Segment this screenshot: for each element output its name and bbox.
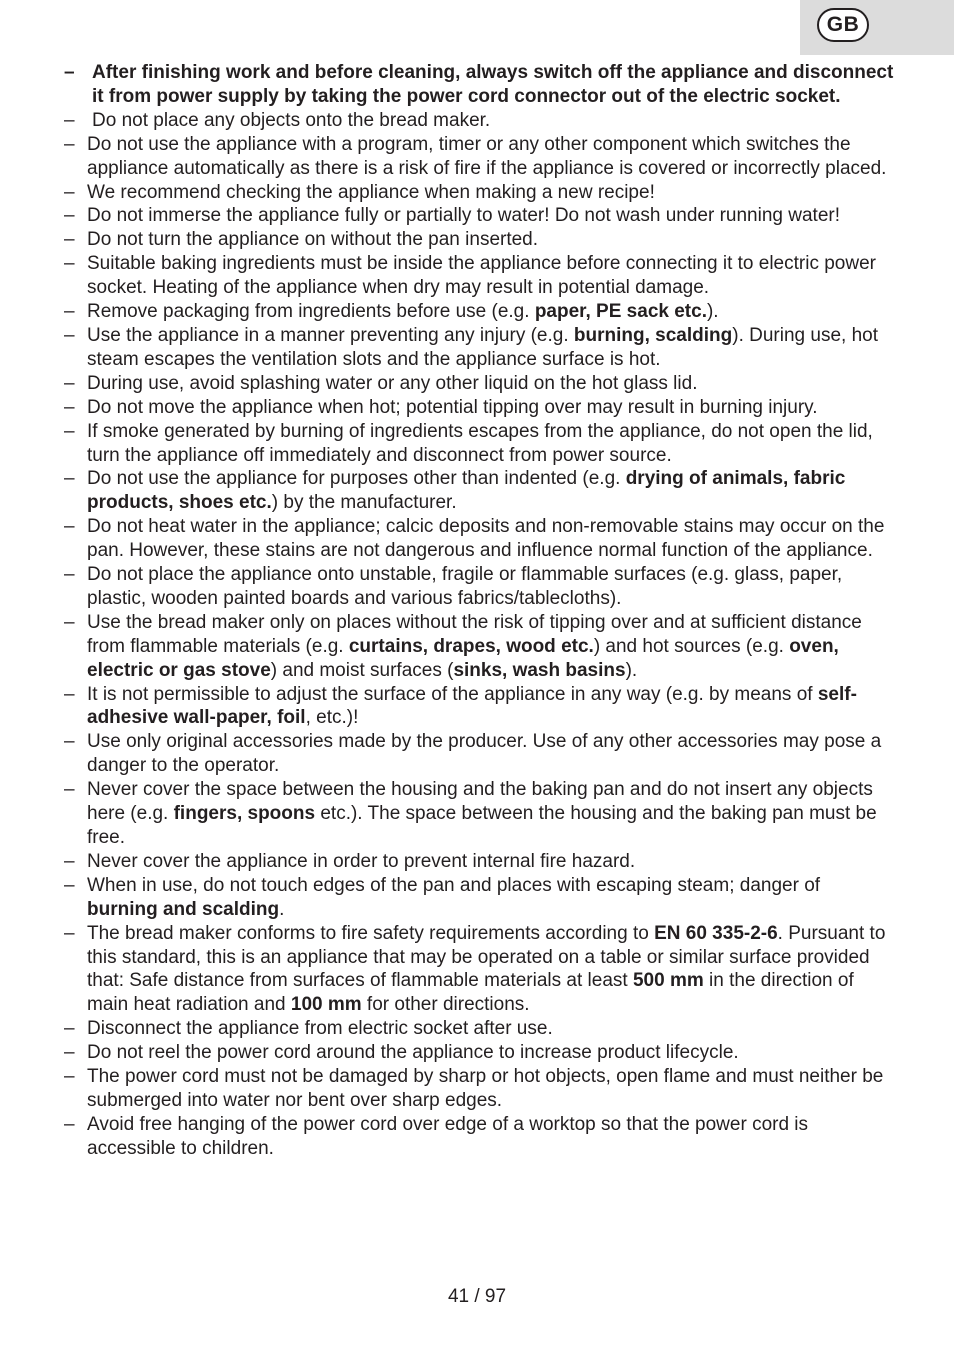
emphasis-text: 100 mm bbox=[290, 994, 362, 1016]
item-text: Do not reel the power cord around the appliance to increase product lifecycle. bbox=[87, 1042, 739, 1064]
list-item bbox=[64, 181, 894, 205]
item-text: Never cover the space between the housing and the baking pan and do not insert any objects here (e.g. bbox=[87, 779, 873, 825]
list-item bbox=[64, 1017, 894, 1041]
list-item bbox=[64, 324, 894, 372]
emphasis-text: paper, PE sack etc. bbox=[534, 301, 707, 323]
list-item bbox=[64, 874, 894, 922]
list-item bbox=[64, 204, 894, 228]
item-text: . bbox=[279, 898, 285, 920]
emphasis-text: oven, electric or gas stove bbox=[87, 635, 839, 681]
list-item bbox=[64, 683, 894, 731]
emphasis-text: EN 60 335-2-6 bbox=[654, 922, 778, 944]
item-text: ). During use, hot steam escapes the ventilation slots and the appliance surface is hot. bbox=[87, 324, 878, 370]
item-text: The bread maker conforms to fire safety requirements according to bbox=[87, 922, 655, 944]
item-text: , etc.)! bbox=[305, 707, 359, 729]
list-item bbox=[64, 109, 894, 133]
item-text: Do not heat water in the appliance; calcic deposits and non-removable stains may occur on the pan. However, these stains are not dangerous and influence normal function of the appliance. bbox=[87, 516, 885, 562]
item-text: for other directions. bbox=[361, 994, 530, 1016]
item-text: Do not place any objects onto the bread maker. bbox=[92, 109, 491, 131]
item-text: Do not use the appliance with a program, timer or any other component which switches the appliance automatically as there is a risk of fire if the appliance is covered or incorrectly placed. bbox=[87, 133, 887, 179]
emphasis-text: sinks, wash basins bbox=[453, 659, 626, 681]
language-tab bbox=[800, 0, 954, 55]
item-text: If smoke generated by burning of ingredients escapes from the appliance, do not open the lid, turn the appliance off immediately and disconnect from power source. bbox=[87, 420, 873, 466]
list-item bbox=[64, 372, 894, 396]
list-item bbox=[64, 1065, 894, 1113]
page-number: 41 / 97 bbox=[447, 1286, 507, 1307]
item-text: We recommend checking the appliance when making a new recipe! bbox=[87, 181, 655, 203]
emphasis-text: burning, scalding bbox=[573, 324, 733, 346]
emphasis-text: self-adhesive wall-paper, foil bbox=[87, 683, 857, 729]
safety-instructions bbox=[64, 61, 894, 1161]
emphasis-text: curtains, drapes, wood etc. bbox=[348, 635, 594, 657]
emphasis-text: drying of animals, fabric products, shoes etc. bbox=[87, 468, 846, 514]
item-text: . Pursuant to this standard, this is an appliance that may be operated on a table or similar surface provided that: Safe distance from surfaces of flammable materials at least bbox=[87, 922, 886, 992]
list-item bbox=[64, 922, 894, 1018]
list-item bbox=[64, 515, 894, 563]
emphasis-text: After finishing work and before cleaning, always switch off the appliance and disconnect it from power supply by taking the power cord connector out of the electric socket. bbox=[92, 62, 894, 107]
item-text: When in use, do not touch edges of the pan and places with escaping steam; danger of bbox=[87, 874, 821, 896]
list-item bbox=[64, 611, 894, 683]
list-item bbox=[64, 133, 894, 181]
item-text: Do not use the appliance for purposes other than indented (e.g. bbox=[87, 468, 626, 490]
item-text: ) by the manufacturer. bbox=[271, 492, 457, 514]
list-item bbox=[64, 420, 894, 468]
list-item bbox=[64, 1113, 894, 1161]
item-text: Remove packaging from ingredients before use (e.g. bbox=[87, 301, 535, 323]
list-item bbox=[64, 300, 894, 324]
language-badge: GB bbox=[817, 8, 869, 42]
item-text: Do not turn the appliance on without the pan inserted. bbox=[87, 229, 539, 251]
item-text: ). bbox=[706, 301, 719, 323]
list-item bbox=[64, 563, 894, 611]
item-text: ). bbox=[625, 659, 638, 681]
list-item bbox=[64, 61, 894, 109]
item-text: ) and hot sources (e.g. bbox=[593, 635, 790, 657]
list-item bbox=[64, 228, 894, 252]
safety-instructions-list bbox=[64, 61, 894, 1161]
item-text: Do not move the appliance when hot; potential tipping over may result in burning injury. bbox=[87, 396, 818, 418]
item-text: It is not permissible to adjust the surface of the appliance in any way (e.g. by means of bbox=[87, 683, 818, 705]
item-text: Use only original accessories made by the producer. Use of any other accessories may pose a danger to the operator. bbox=[87, 731, 882, 777]
item-text: Use the appliance in a manner preventing any injury (e.g. bbox=[87, 324, 574, 346]
item-text: Do not place the appliance onto unstable, fragile or flammable surfaces (e.g. glass, paper, plastic, wooden painted boards and various fabrics/tablecloths). bbox=[87, 564, 843, 609]
list-item bbox=[64, 730, 894, 778]
list-item bbox=[64, 396, 894, 420]
item-text: ) and moist surfaces ( bbox=[270, 659, 454, 681]
list-item bbox=[64, 850, 894, 874]
item-text: Use the bread maker only on places without the risk of tipping over and at sufficient distance from flammable materials (e.g. bbox=[87, 611, 862, 657]
item-text: Avoid free hanging of the power cord over edge of a worktop so that the power cord is accessible to children. bbox=[87, 1113, 809, 1159]
item-text: in the direction of main heat radiation and bbox=[87, 970, 854, 1016]
item-text: Suitable baking ingredients must be inside the appliance before connecting it to electric power socket. Heating of the appliance when dry may result in potential damage. bbox=[87, 253, 876, 299]
item-text: During use, avoid splashing water or any other liquid on the hot glass lid. bbox=[87, 372, 698, 394]
item-text: The power cord must not be damaged by sharp or hot objects, open flame and must neither be submerged into water nor bent over sharp edges. bbox=[87, 1066, 884, 1111]
emphasis-text: burning and scalding bbox=[87, 898, 280, 920]
item-text: etc.). The space between the housing and the baking pan must be free. bbox=[87, 803, 877, 848]
list-item bbox=[64, 1041, 894, 1065]
emphasis-text: fingers, spoons bbox=[173, 803, 316, 825]
emphasis-text: 500 mm bbox=[632, 970, 704, 992]
item-text: Disconnect the appliance from electric socket after use. bbox=[87, 1018, 553, 1040]
list-item bbox=[64, 467, 894, 515]
list-item bbox=[64, 252, 894, 300]
list-item bbox=[64, 778, 894, 850]
item-text: Never cover the appliance in order to prevent internal fire hazard. bbox=[87, 850, 636, 872]
item-text: Do not immerse the appliance fully or partially to water! Do not wash under running water! bbox=[87, 205, 840, 227]
